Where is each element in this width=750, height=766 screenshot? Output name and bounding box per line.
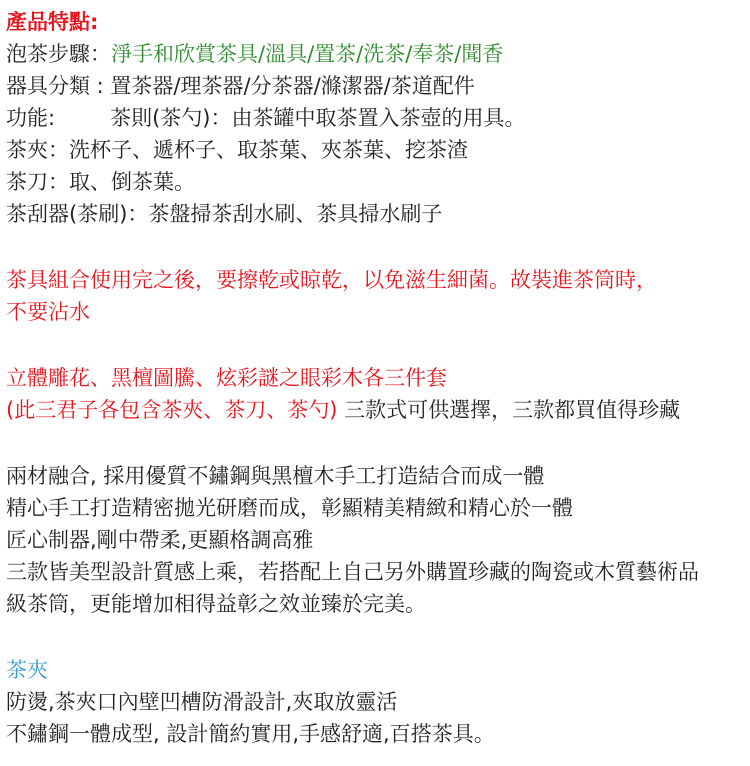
function-knife: 茶刀：取、倒茶葉。 xyxy=(6,170,195,194)
sets-line-2 xyxy=(6,394,750,426)
tongs-line-1: 防燙,茶夾口內壁凹槽防滑設計,夾取放靈活 xyxy=(6,690,398,714)
material-line-2: 精心手工打造精密拋光研磨而成，彰顯精美精緻和精心於一體 xyxy=(6,496,573,520)
category-line: 器具分類 : 置茶器/理茶器/分茶器/滌潔器/茶道配件 xyxy=(6,74,475,98)
features-heading: 產品特點: xyxy=(6,10,99,34)
material-line-4: 三款皆美型設計質感上乘，若搭配上自己另外購置珍藏的陶瓷或木質藝術品 xyxy=(6,560,699,584)
care-line-1: 茶具組合使用完之後，要擦乾或晾乾，以免滋生細菌。故裝進茶筒時， xyxy=(6,268,657,292)
care-line-2: 不要沾水 xyxy=(6,300,90,324)
brewing-steps-value: 淨手和欣賞茶具/溫具/置茶/洗茶/奉茶/聞香 xyxy=(111,42,504,66)
material-line-3: 匠心制器,剛中帶柔,更顯格調高雅 xyxy=(6,528,314,552)
sets-contents: (此三君子各包含茶夾、茶刀、茶勺) xyxy=(6,398,338,422)
tongs-line-2: 不鏽鋼一體成型, 設計簡約實用,手感舒適,百搭茶具。 xyxy=(6,722,495,746)
material-line-5: 級茶筒，更能增加相得益彰之效並臻於完美。 xyxy=(6,592,426,616)
function-label: 功能: xyxy=(6,106,56,130)
function-tongs: 茶夾：洗杯子、遞杯子、取茶葉、夾茶葉、挖茶渣 xyxy=(6,138,468,162)
function-scoop: 茶則(茶勺)：由茶罐中取茶置入茶壺的用具。 xyxy=(110,106,526,130)
function-line-1 xyxy=(6,102,750,134)
sets-line-1: 立體雕花、黑檀圖騰、炫彩謎之眼彩木各三件套 xyxy=(6,366,447,390)
function-brush: 茶刮器(茶刷)：茶盤掃茶刮水刷、茶具掃水刷子 xyxy=(6,202,443,226)
sets-note: 三款式可供選擇，三款都買值得珍藏 xyxy=(337,398,681,422)
brewing-steps-label: 泡茶步驟： xyxy=(6,42,111,66)
brewing-steps-line xyxy=(6,38,750,70)
tongs-heading: 茶夾 xyxy=(6,658,48,682)
material-line-1: 兩材融合, 採用優質不鏽鋼與黑檀木手工打造結合而成一體 xyxy=(6,464,545,488)
